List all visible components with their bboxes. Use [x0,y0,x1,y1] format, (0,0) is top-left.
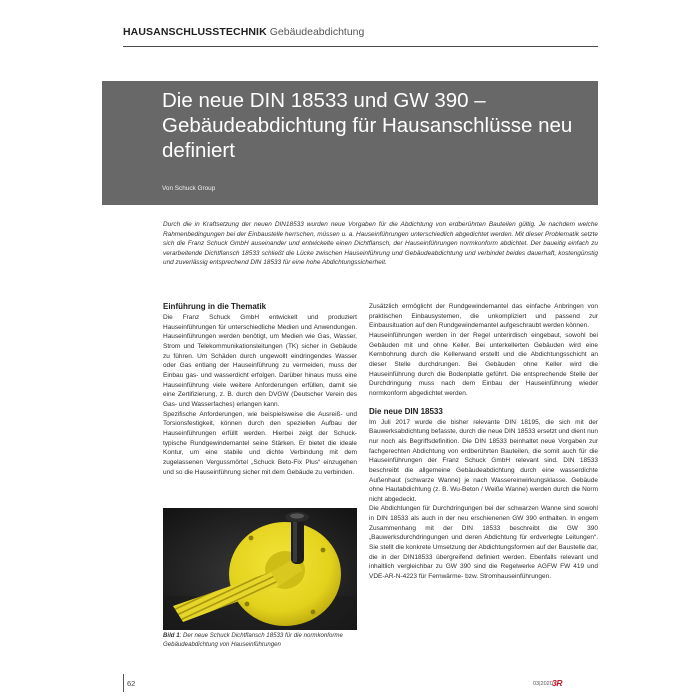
figure-caption-text: : Der neue Schuck Dichtflansch 18533 für die normkonforme Gebäudeabdichtung von Hauseinführungen [163,632,343,648]
paragraph: Im Juli 2017 wurde die bisher relevante DIN 18195, die sich mit der Bauwerksabdichtung befasste, durch die neue DIN 18533 ersetzt und dient nun nur noch als Begriffsdefinition. Die DIN 18533 beinhaltet neue Vorgaben zur fachgerechten Abdichtung von erdberührten Bauteilen, die somit auch für die Hauseinführungen der Franz Schuck GmbH relevant sind. DIN 18533 beschreibt die allgemeine Gebäudeabdichtung durch eine wasserdichte Außenhaut (schwarze Wanne) je nach Wassereinwirkungsklasse. Gebäude ohne Hautabdichtung (z. B. Wu-Beton / Weiße Wanne) werden durch die Norm nicht abgedeckt. [369,418,598,503]
section-header [123,24,598,47]
flange-illustration [163,508,357,630]
right-column [369,302,598,582]
page-number: 62 [127,679,136,688]
product-photo [163,508,357,630]
paragraph: Die Abdichtungen für Durchdringungen bei der schwarzen Wanne sind sowohl in DIN 18533 als auch in der neu erschienenen GW 390 enthalten. In engem Zusammenhang mit der DIN 18533 beschreibt die GW 390 „Bauwerksdurchdringungen und deren Abdichtung für erdverlegte Leitungen“. Sie stellt die konkrete Umsetzung der Abdichtungsformen auf der Baustelle dar, die in der DIN18533 übergreifend definiert werden. Ebenfalls relevant und inhaltlich vergleichbar zu GW 390 sind die Regelwerke AGFW FW 419 und VDE-AR-N-4223 für Fernwärme- bzw. Stromhauseinführungen. [369,505,598,581]
section-heading-din: Die neue DIN 18533 [369,406,443,416]
paragraph: Zusätzlich ermöglicht der Rundgewindemantel das einfache Anbringen von praktischen Einbausystemen, die unkompliziert und passend zur Einbausituation auf den Rundgewindemantel aufgeschraubt werden können. [369,303,598,330]
paragraph: Hauseinführungen werden in der Regel unterirdisch eingebaut, sowohl bei Gebäuden mit und ohne Keller. Bei unterkellerten Gebäuden wird eine Kernbohrung durch die Kellerwand erstellt und die Abdichtungsschicht an dieser Stelle durchdrungen. Bei Gebäuden ohne Keller wird die Hauseinführung durch die Bodenplatte geführt. Die entsprechende Stelle der Durchdringung muss nach dem Einbau der Hauseinführung wieder normkonform abgedichtet werden. [369,331,598,397]
article-title: Die neue DIN 18533 und GW 390 – Gebäudeabdichtung für Hausanschlüsse neu definiert [162,89,573,162]
left-column [163,302,357,477]
article-byline: Von Schuck Group [162,185,216,192]
title-block [102,81,598,205]
section-category: HAUSANSCHLUSSTECHNIK [123,26,267,38]
figure-label: Bild 1 [163,632,180,639]
issue-number: 03|2020 [533,681,553,687]
publication-logo: 3R [552,678,563,688]
paragraph: Spezifische Anforderungen, wie beispielsweise die Ausreiß- und Torsionsfestigkeit, können durch den speziellen Aufbau der Hauseinführungen erfüllt werden. Hierbei zeigt der Schuck-typische Rundgewindemantel seine Stärken. Er bietet die ideale Kontur, um eine stabile und dichte Verbindung mit dem zugelassenen Vergussmörtel „Schuck Beto-Fix Plus“ einzugehen und so die Hauseinführung sicher mit dem Gebäude zu verbinden. [163,410,357,476]
section-subcategory: Gebäudeabdichtung [269,26,365,38]
cable [291,518,304,564]
section-heading-intro: Einführung in die Thematik [163,302,267,311]
figure-caption [163,632,357,649]
footer-divider [123,674,124,692]
paragraph: Die Franz Schuck GmbH entwickelt und produziert Hauseinführungen für unterschiedliche Medien und Anwendungen. Hauseinführungen werden benötigt, um Medien wie Gas, Wasser, Strom und Telekommunikationsleitungen (TK) sicher in Gebäude zu führen. Um Schäden durch ungewollt eindringendes Wasser oder Gas entlang der Hauseinführung zu vermeiden, muss der Einbau gas- und wasserdicht erfolgen. Darüber hinaus muss eine Hauseinführung viele weitere Anforderungen erfüllen, damit sie eine Zertifizierung, z. B. durch den DVGW (Deutscher Verein des Gas- und Wasserfaches) erlangen kann. [163,314,357,408]
article-lead: Durch die in Kraftsetzung der neuen DIN18533 wurden neue Vorgaben für die Abdichtung von erdberührten Bauteilen gültig. Je nachdem welche Rahmenbedingungen bei der Einbaustelle herrschen, müssen u. a. Hauseinführungen unterschiedlich abgedichtet werden. Mit dieser Problematik setzte sich die Franz Schuck GmbH auseinander und entwickelte einen Dichtflansch, der Hauseinführungen normkonform abdichtet. Der baueitig einfach zu verarbeitende Dichtflansch 18533 schließt die Lücke zwischen Hauseinführung und Gebäudeabdichtung und verbindet beides dauerhaft, kostengünstig und zuverlässig entsprechend DIN 18533 für eine hohe Abdichtungssicherheit. [163,221,598,267]
